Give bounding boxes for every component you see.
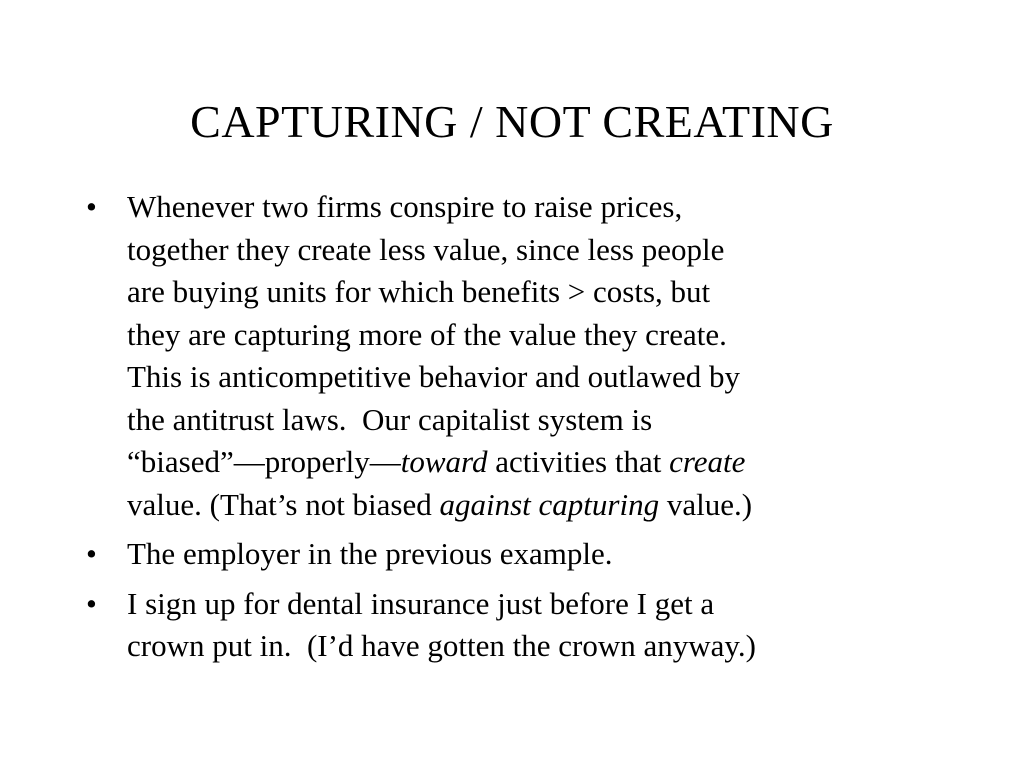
bullet-text-line	[127, 484, 946, 527]
text-segment: the antitrust laws. Our capitalist system is	[127, 401, 653, 437]
text-segment: together they create less value, since less people	[127, 231, 725, 267]
bullet-text-line	[127, 271, 946, 314]
bullet-text-line	[127, 441, 946, 484]
slide-title: CAPTURING / NOT CREATING	[190, 96, 834, 147]
bullet-item	[86, 186, 946, 526]
text-segment: Whenever two firms conspire to raise prices,	[127, 189, 683, 224]
text-segment: This is anticompetitive behavior and outlawed by	[127, 359, 740, 394]
text-segment: value.)	[659, 486, 753, 522]
bullet-text-line	[127, 583, 946, 626]
text-segment: value. (That’s not biased	[127, 486, 440, 522]
bullet-item	[86, 533, 946, 576]
text-segment: they are capturing more of the value they create.	[127, 316, 727, 352]
bullet-text-line	[127, 356, 946, 399]
text-segment: I sign up for dental insurance just before I get a	[127, 585, 715, 621]
bullet-list	[86, 186, 946, 675]
bullet-item	[86, 583, 946, 668]
bullet-marker: •	[86, 585, 97, 621]
emphasized-text: toward	[400, 444, 488, 479]
text-segment: are buying units for which benefits > costs, but	[127, 274, 711, 309]
bullet-text-line	[127, 314, 946, 357]
bullet-text-line	[127, 399, 946, 442]
bullet-marker: •	[86, 189, 97, 224]
text-segment: “biased”—properly—	[127, 444, 401, 479]
text-segment: crown put in. (I’d have gotten the crown anyway.)	[127, 628, 756, 663]
text-segment: activities that	[487, 444, 670, 479]
bullet-marker: •	[86, 536, 97, 571]
bullet-text-line	[127, 186, 946, 229]
emphasized-text: against capturing	[439, 486, 660, 522]
text-segment: The employer in the previous example.	[127, 536, 613, 571]
bullet-text-line	[127, 229, 946, 272]
emphasized-text: create	[669, 444, 746, 479]
bullet-text-line	[127, 533, 946, 576]
bullet-text-line	[127, 625, 946, 668]
